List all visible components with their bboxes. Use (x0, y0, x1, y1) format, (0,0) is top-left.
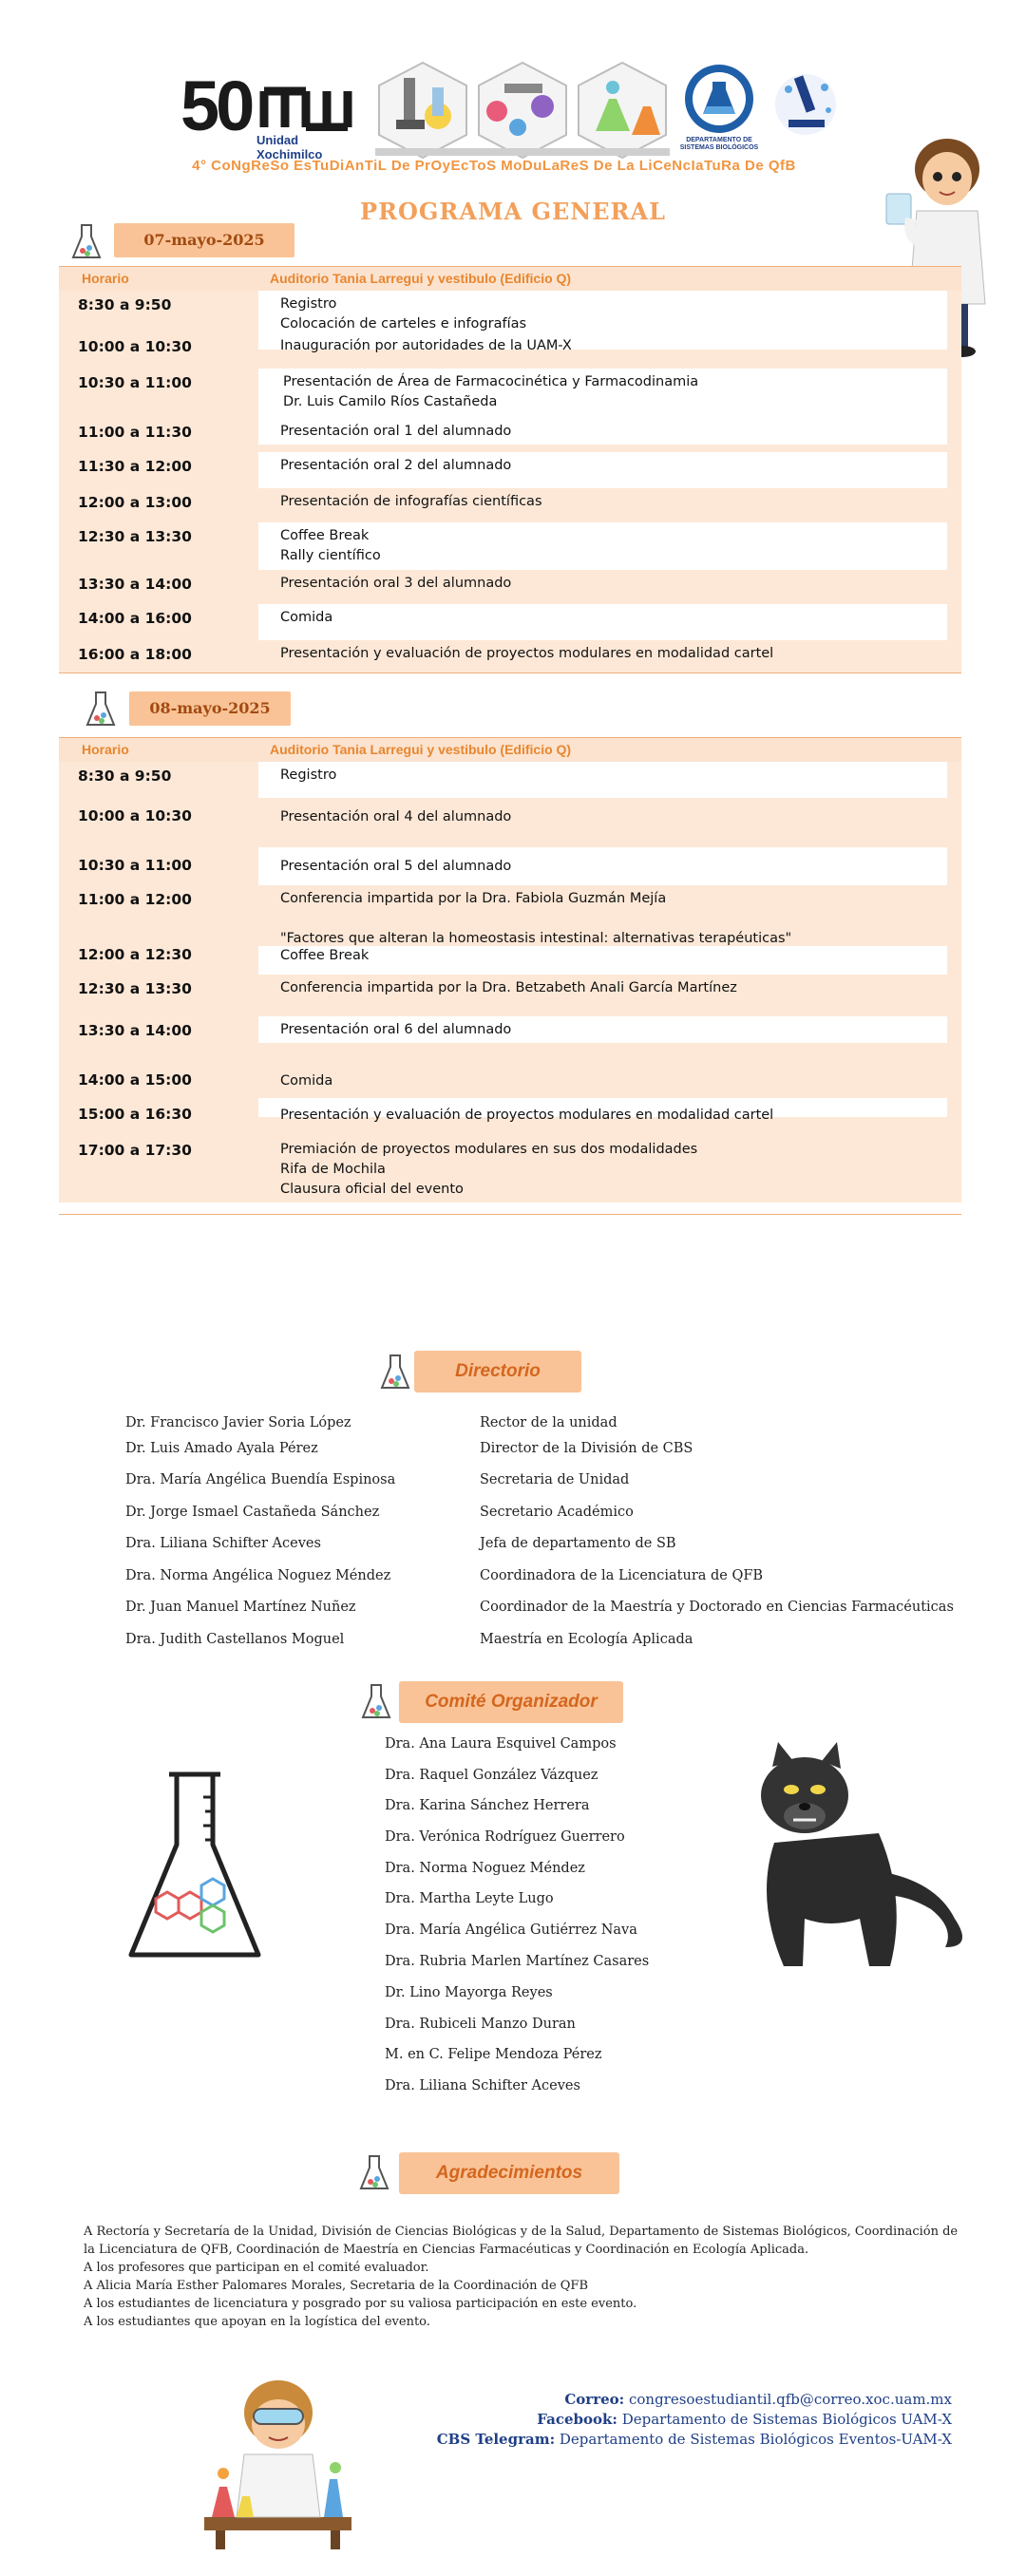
schedule-row (59, 847, 961, 885)
row-activity: Presentación y evaluación de proyectos modulares en modalidad cartel (280, 646, 774, 661)
day1-col-place: Auditorio Tania Larregui y vestibulo (Edificio Q) (270, 271, 572, 286)
department-logo-caption: DEPARTAMENTO DE SISTEMAS BIOLÓGICOS (679, 137, 759, 151)
schedule-row (59, 1098, 961, 1136)
row-time: 11:00 a 12:00 (78, 891, 192, 908)
row-activity: Conferencia impartida por la Dra. Fabiola Guzmán Mejía "Factores que alteran la homeostasis intestinal: alternativas terapéuticas" (280, 891, 792, 946)
director-role: Coordinador de la Maestría y Doctorado en Ciencias Farmacéuticas (480, 1600, 954, 1615)
schedule-row (59, 1016, 961, 1062)
row-activity: Inauguración por autoridades de la UAM-X (280, 338, 572, 353)
schedule-row (59, 604, 961, 640)
microscope-logo-icon (771, 66, 840, 142)
thanks-line: A los estudiantes de licenciatura y posgrado por su valiosa participación en este evento. (84, 2297, 637, 2311)
day2-table-header (59, 737, 961, 763)
logo-caption: Unidad Xochimilco (256, 133, 323, 161)
row-time: 17:00 a 17:30 (78, 1142, 192, 1159)
schedule-row (59, 522, 961, 570)
email-line (382, 2390, 952, 2410)
contact-info (382, 2390, 952, 2450)
email-link[interactable]: congresoestudiantil.qfb@correo.xoc.uam.mx (628, 2391, 952, 2408)
comite-member: Dra. Verónica Rodríguez Guerrero (385, 1829, 625, 1845)
row-time: 13:30 a 14:00 (78, 576, 192, 593)
director-role: Coordinadora de la Licenciatura de QFB (480, 1568, 764, 1583)
director-name: Dra. María Angélica Buendía Espinosa (125, 1472, 396, 1487)
row-activity: Presentación oral 4 del alumnado (280, 809, 512, 824)
director-name: Dra. Judith Castellanos Moguel (125, 1632, 345, 1647)
kid-scientist-icon (195, 2375, 361, 2550)
panther-mascot-icon (717, 1729, 983, 1995)
day1-schedule-table (59, 266, 961, 684)
laboratory-banner-icon (375, 59, 670, 163)
row-time: 15:00 a 16:30 (78, 1106, 192, 1123)
director-name: Dra. Norma Angélica Noguez Méndez (125, 1568, 391, 1583)
uam-50-logo (180, 66, 361, 161)
director-role: Secretario Académico (480, 1505, 634, 1520)
telegram-line (382, 2430, 952, 2450)
row-activity: Registro Colocación de carteles e infografías (280, 296, 527, 331)
comite-member: Dra. Ana Laura Esquivel Campos (385, 1736, 617, 1752)
director-name: Dr. Juan Manuel Martínez Nuñez (125, 1600, 356, 1615)
flask-icon (359, 2154, 390, 2192)
row-activity: Presentación oral 1 del alumnado (280, 424, 512, 439)
row-time: 12:00 a 13:00 (78, 494, 192, 511)
row-time: 10:00 a 10:30 (78, 338, 192, 355)
facebook-label: Facebook: (537, 2411, 618, 2428)
director-name: Dr. Francisco Javier Soria López (125, 1415, 352, 1430)
row-time: 12:30 a 13:30 (78, 980, 192, 997)
schedule-row (59, 1136, 961, 1203)
directorio-title: Directorio (414, 1351, 581, 1392)
schedule-row (59, 946, 961, 975)
erlenmeyer-flask-icon (124, 1769, 266, 1968)
director-name: Dra. Liliana Schifter Aceves (125, 1536, 321, 1551)
comite-member: Dra. Rubria Marlen Martínez Casares (385, 1954, 650, 1969)
row-activity: Presentación oral 5 del alumnado (280, 859, 512, 874)
logo-number: 50 (180, 66, 252, 145)
thanks-line: A los profesores que participan en el comité evaluador. (84, 2261, 429, 2275)
director-name: Dr. Luis Amado Ayala Pérez (125, 1441, 318, 1456)
director-role: Jefa de departamento de SB (480, 1536, 676, 1551)
schedule-row (59, 418, 961, 452)
row-activity: Presentación de infografías científicas (280, 494, 542, 509)
row-time: 8:30 a 9:50 (78, 296, 172, 313)
row-activity: Comida (280, 610, 333, 625)
row-activity: Presentación oral 2 del alumnado (280, 458, 512, 473)
flask-icon (71, 223, 102, 261)
row-time: 13:30 a 14:00 (78, 1022, 192, 1039)
row-time: 11:30 a 12:00 (78, 458, 192, 475)
row-activity: Presentación de Área de Farmacocinética y Farmacodinamia Dr. Luis Camilo Ríos Castañeda (283, 374, 699, 409)
schedule-row (59, 332, 961, 369)
day1-date-tab: 07-mayo-2025 (114, 223, 294, 257)
schedule-row (59, 291, 961, 332)
comite-member: Dra. Raquel González Vázquez (385, 1768, 598, 1783)
email-label: Correo: (564, 2391, 625, 2408)
facebook-line (382, 2410, 952, 2430)
thanks-line: A Alicia María Esther Palomares Morales, Secretaria de la Coordinación de QFB (84, 2279, 589, 2293)
row-activity: Conferencia impartida por la Dra. Betzabeth Anali García Martínez (280, 980, 737, 995)
schedule-row (59, 570, 961, 604)
uam-symbol-icon (258, 85, 353, 131)
comite-title: Comité Organizador (399, 1681, 623, 1723)
thanks-line: A Rectoría y Secretaría de la Unidad, División de Ciencias Biológicas y de la Salud, Departamento de Sistemas Biológicos, Coordinación de la Licenciatura de QFB, Coordinación de Maestría en Ciencias Farmacéuticas y Coordinación en Ecología Aplicada. (84, 2225, 959, 2257)
agradecimientos-title: Agradecimientos (399, 2152, 619, 2194)
schedule-row (59, 640, 961, 672)
row-activity: Coffee Break Rally científico (280, 528, 381, 563)
telegram-link[interactable]: Departamento de Sistemas Biológicos Eventos-UAM-X (559, 2431, 952, 2448)
row-time: 16:00 a 18:00 (78, 646, 192, 663)
schedule-row (59, 1062, 961, 1098)
director-role: Director de la División de CBS (480, 1441, 694, 1456)
row-activity: Coffee Break (280, 948, 370, 963)
schedule-row (59, 798, 961, 847)
row-time: 10:00 a 10:30 (78, 807, 192, 824)
director-role: Rector de la unidad (480, 1415, 618, 1430)
comite-member: Dra. Rubiceli Manzo Duran (385, 2017, 576, 2032)
day2-col-time: Horario (82, 742, 129, 757)
row-activity: Presentación y evaluación de proyectos modulares en modalidad cartel (280, 1108, 774, 1123)
schedule-row (59, 885, 961, 946)
row-time: 14:00 a 16:00 (78, 610, 192, 627)
day2-schedule-table (59, 737, 961, 1222)
row-time: 10:30 a 11:00 (78, 857, 192, 874)
schedule-row (59, 975, 961, 1016)
agradecimientos-text (84, 2223, 967, 2331)
congress-subtitle: 4° CoNgReSo EsTuDiAnTiL De PrOyEcToS MoDuLaReS De La LiCeNcIaTuRa De QfB (192, 158, 796, 174)
schedule-row (59, 762, 961, 798)
flask-icon (86, 691, 116, 729)
department-logo (676, 63, 762, 154)
row-time: 8:30 a 9:50 (78, 767, 172, 785)
telegram-label: CBS Telegram: (436, 2431, 556, 2448)
row-activity: Presentación oral 6 del alumnado (280, 1022, 512, 1037)
row-activity: Comida (280, 1073, 333, 1089)
row-time: 10:30 a 11:00 (78, 374, 192, 391)
comite-member: Dr. Lino Mayorga Reyes (385, 1985, 553, 2000)
row-time: 12:00 a 12:30 (78, 946, 192, 963)
schedule-row (59, 369, 961, 418)
flask-icon (361, 1683, 391, 1721)
flask-icon (380, 1354, 410, 1392)
program-title: PROGRAMA GENERAL (360, 198, 666, 225)
comite-member: Dra. Karina Sánchez Herrera (385, 1798, 590, 1813)
comite-member: Dra. Norma Noguez Méndez (385, 1861, 585, 1876)
row-activity: Presentación oral 3 del alumnado (280, 576, 512, 591)
day2-col-place: Auditorio Tania Larregui y vestibulo (Edificio Q) (270, 742, 572, 757)
director-role: Secretaria de Unidad (480, 1472, 630, 1487)
department-shield-icon (676, 63, 762, 137)
comite-member: Dra. Liliana Schifter Aceves (385, 2078, 580, 2093)
thanks-line: A los estudiantes que apoyan en la logística del evento. (84, 2315, 430, 2329)
comite-member: Dra. Martha Leyte Lugo (385, 1891, 554, 1906)
director-name: Dr. Jorge Ismael Castañeda Sánchez (125, 1505, 380, 1520)
day2-date-tab: 08-mayo-2025 (129, 691, 291, 726)
comite-member: M. en C. Felipe Mendoza Pérez (385, 2047, 602, 2062)
schedule-row (59, 452, 961, 488)
row-activity: Premiación de proyectos modulares en sus dos modalidades Rifa de Mochila Clausura oficial del evento (280, 1142, 698, 1197)
comite-member: Dra. María Angélica Gutiérrez Nava (385, 1923, 637, 1938)
day1-col-time: Horario (82, 271, 129, 286)
row-time: 11:00 a 11:30 (78, 424, 192, 441)
row-time: 14:00 a 15:00 (78, 1071, 192, 1089)
row-activity: Registro (280, 767, 337, 783)
facebook-link[interactable]: Departamento de Sistemas Biológicos UAM-X (621, 2411, 952, 2428)
schedule-row (59, 488, 961, 522)
row-time: 12:30 a 13:30 (78, 528, 192, 545)
day1-table-header (59, 266, 961, 292)
director-role: Maestría en Ecología Aplicada (480, 1632, 694, 1647)
